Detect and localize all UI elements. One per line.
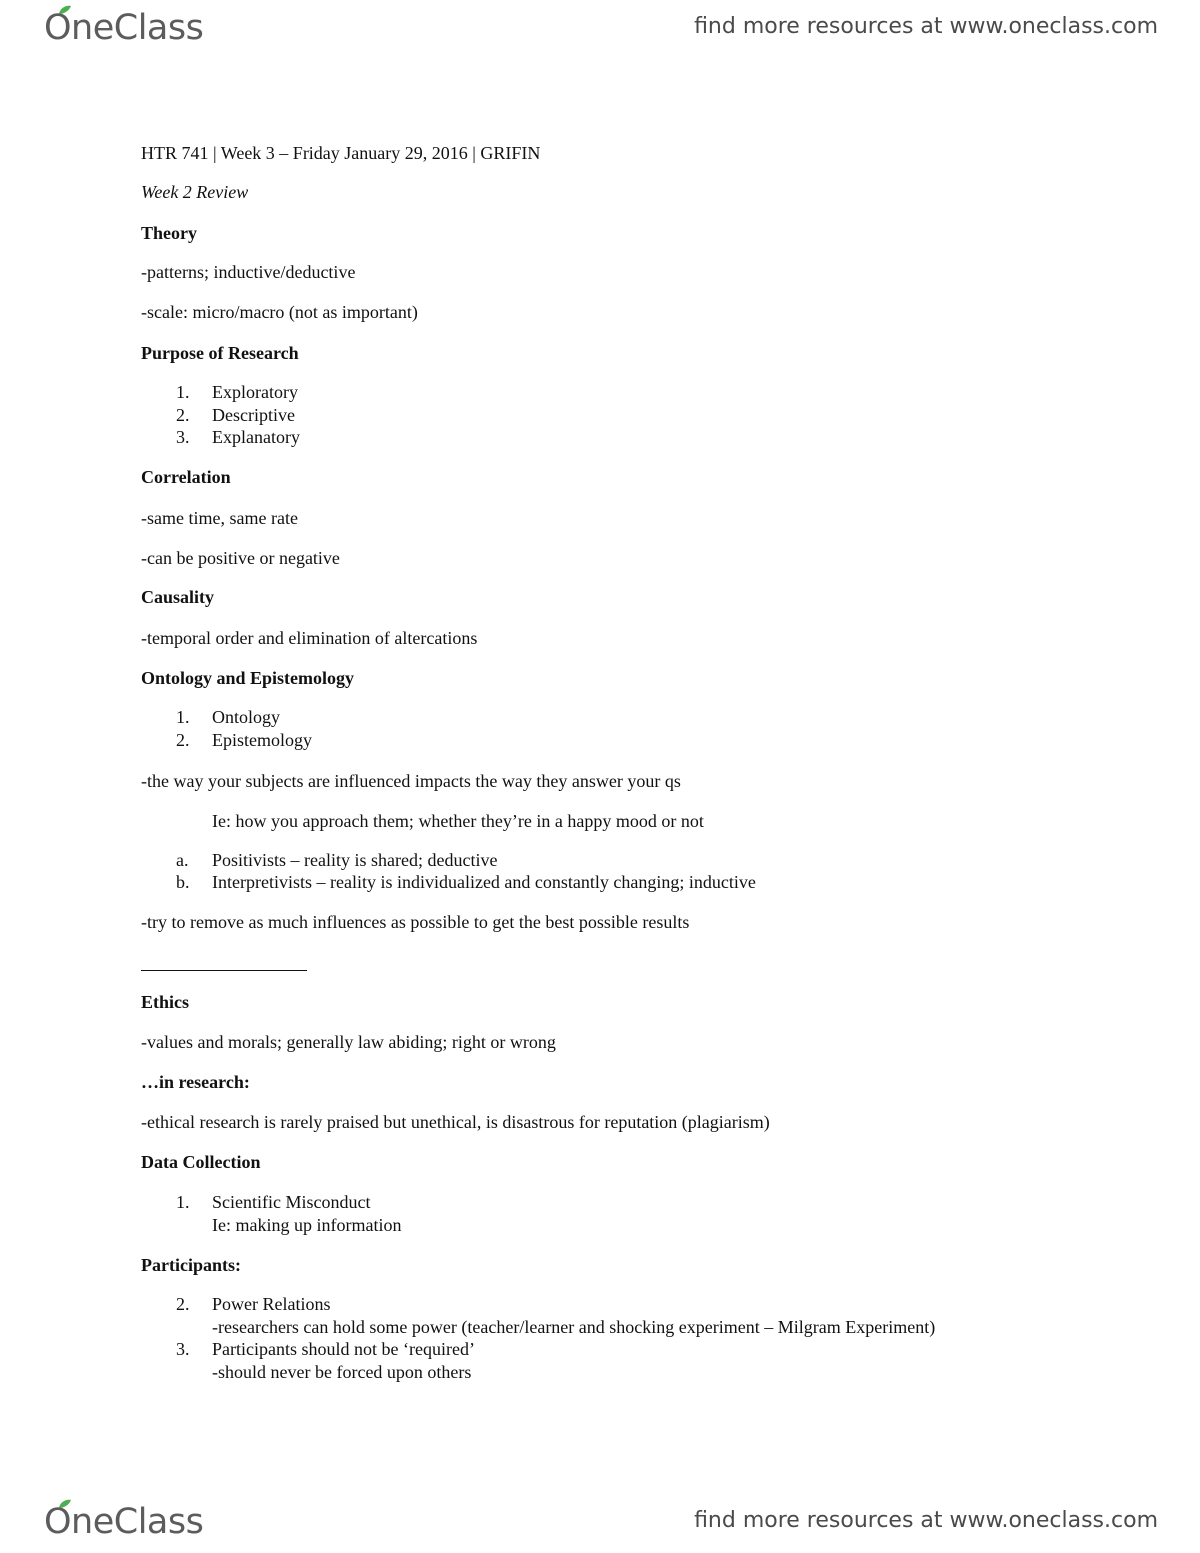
participants-item-2-num: 2. [176,1294,190,1314]
participants-heading: Participants: [141,1255,241,1275]
data-collection-heading: Data Collection [141,1152,261,1172]
ontology-item-2-num: 2. [176,730,190,750]
participants-item-2-sub: -researchers can hold some power (teacher/learner and shocking experiment – Milgram Experiment) [212,1317,936,1337]
causality-line-1: -temporal order and elimination of altercations [141,628,478,648]
purpose-item-2-num: 2. [176,405,190,425]
correlation-line-1: -same time, same rate [141,508,298,528]
ontology-item-1: Ontology [212,707,281,727]
logo-text: OneClass [44,8,204,48]
theory-line-2: -scale: micro/macro (not as important) [141,302,418,322]
causality-heading: Causality [141,587,215,607]
correlation-heading: Correlation [141,467,231,487]
ontology-remove-line: -try to remove as much influences as possible to get the best possible results [141,912,690,932]
data-collection-item-1: Scientific Misconduct [212,1192,371,1212]
participants-item-3: Participants should not be ‘required’ [212,1339,475,1359]
oneclass-logo-bottom[interactable] [44,1500,244,1544]
ontology-item-1-num: 1. [176,707,190,727]
ontology-heading: Ontology and Epistemology [141,668,355,688]
in-research-line-1: -ethical research is rarely praised but unethical, is disastrous for reputation (plagiarism) [141,1112,770,1132]
participants-item-3-sub: -should never be forced upon others [212,1362,472,1382]
ontology-item-2: Epistemology [212,730,312,750]
purpose-item-1-num: 1. [176,382,190,402]
correlation-line-2: -can be positive or negative [141,548,340,568]
ontology-example-line: Ie: how you approach them; whether they’re in a happy mood or not [212,811,704,831]
resource-link-top[interactable]: find more resources at www.oneclass.com [694,14,1158,39]
header-line: HTR 741 | Week 3 – Friday January 29, 2016 | GRIFIN [141,143,541,163]
ethics-line-1: -values and morals; generally law abiding; right or wrong [141,1032,556,1052]
purpose-heading: Purpose of Research [141,343,299,363]
in-research-heading: …in research: [141,1072,250,1092]
lettered-item-b: Interpretivists – reality is individualized and constantly changing; inductive [212,872,756,892]
ontology-influence-line: -the way your subjects are influenced impacts the way they answer your qs [141,771,681,791]
participants-item-3-num: 3. [176,1339,190,1359]
review-title: Week 2 Review [141,182,249,202]
data-collection-item-1-num: 1. [176,1192,190,1212]
purpose-item-1: Exploratory [212,382,298,402]
purpose-item-3: Explanatory [212,427,300,447]
section-divider [141,970,307,971]
theory-heading: Theory [141,223,197,243]
resource-link-bottom[interactable]: find more resources at www.oneclass.com [694,1508,1158,1533]
lettered-item-b-num: b. [176,872,190,892]
logo-text: OneClass [44,1502,204,1542]
ethics-heading: Ethics [141,992,190,1012]
data-collection-item-1-sub: Ie: making up information [212,1215,402,1235]
lettered-item-a-num: a. [176,850,189,870]
purpose-item-3-num: 3. [176,427,190,447]
purpose-item-2: Descriptive [212,405,295,425]
participants-item-2: Power Relations [212,1294,331,1314]
lettered-item-a: Positivists – reality is shared; deductive [212,850,498,870]
theory-line-1: -patterns; inductive/deductive [141,262,356,282]
